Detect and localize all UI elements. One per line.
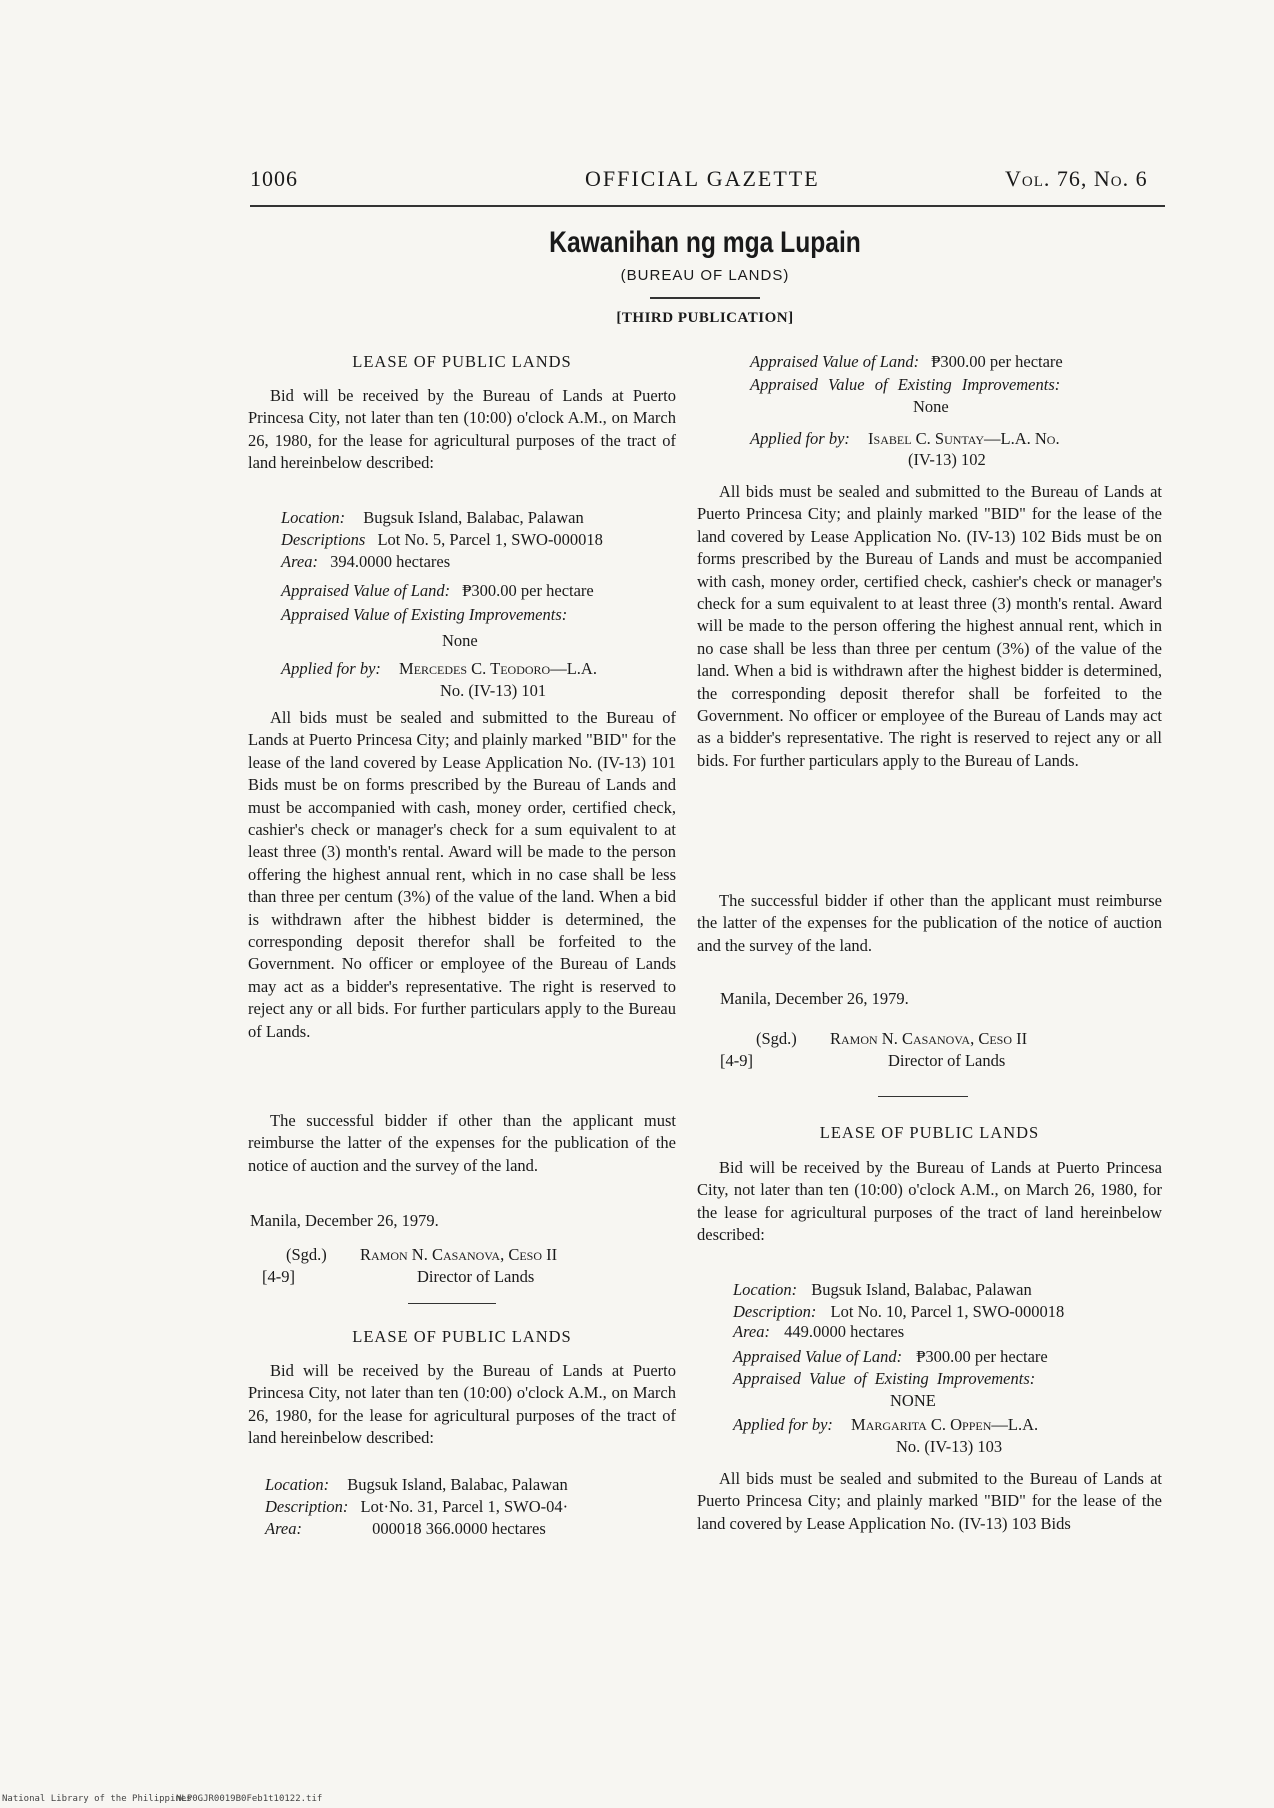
page-number: 1006 bbox=[250, 166, 298, 191]
notice3-intro: Bid will be received by the Bureau of Lands at Puerto Princesa City, not later than ten (10:00) o'clock A.M., on March 26, 1980, for the lease for agricultural purposes of the tract of land hereinbelow described: bbox=[697, 1158, 1162, 1245]
notice2-code: [4-9] bbox=[720, 1051, 753, 1070]
notice2-divider bbox=[878, 1096, 968, 1097]
notice1-land-value-amount: ₱300.00 per hectare bbox=[462, 581, 594, 600]
notice3-description-label: Description: bbox=[733, 1302, 817, 1321]
notice1-description-label: Descriptions bbox=[281, 530, 366, 549]
notice1-application-no: No. (IV-13) 101 bbox=[440, 681, 547, 700]
notice3-area-value: 449.0000 hectares bbox=[784, 1322, 905, 1341]
notice2-area bbox=[265, 1518, 546, 1540]
notice1-improvements-value: None bbox=[442, 631, 478, 650]
notice2-application-no: (IV-13) 102 bbox=[908, 450, 986, 469]
notice1-signatory: Ramon N. Casanova, Ceso II bbox=[360, 1245, 558, 1264]
notice2-reimburse: The successful bidder if other than the applicant must reimburse the latter of the expenses for the publication of the notice of auction and the survey of the land. bbox=[697, 891, 1162, 955]
publication-note: [THIRD PUBLICATION] bbox=[616, 310, 794, 326]
notice1-applied bbox=[281, 658, 597, 680]
notice2-description-value: Lot·No. 31, Parcel 1, SWO-04· bbox=[360, 1497, 569, 1516]
agency-title: Kawanihan ng mga Lupain bbox=[549, 226, 861, 259]
footer-library: National Library of the Philippines bbox=[2, 1794, 192, 1804]
notice3-applied-label: Applied for by: bbox=[733, 1415, 833, 1434]
notice2-heading: LEASE OF PUBLIC LANDS bbox=[352, 1327, 572, 1346]
notice1-body: All bids must be sealed and submitted to the Bureau of Lands at Puerto Princesa City; and plainly marked "BID" for the lease of the land covered by Lease Application No. (IV-13) 101 Bids must be on forms prescribed by the Bureau of Lands and must be accompanied with cash, money order, certified check, cashier's check or manager's check for a sum equivalent to at least three (3) month's rental. Award will be made to the person offering the highest annual rent, which in no case shall be less than three per centum (3%) of the value of the land. When a bid is withdrawn after the hibhest bidder is determined, the corresponding deposit therefor shall be forfeited to the Government. No officer or employee of the Bureau of Lands may act as a bidder's representative. The right is reserved to reject any or all bids. For further particulars apply to the Bureau of Lands. bbox=[248, 708, 676, 1041]
notice1-signatory-title: Director of Lands bbox=[417, 1267, 535, 1286]
notice1-sgd: (Sgd.) bbox=[286, 1245, 327, 1264]
notice3-improvements-label: Appraised Value of Existing Improvements: bbox=[733, 1369, 1036, 1388]
notice2-land-value-amount: ₱300.00 per hectare bbox=[931, 352, 1063, 371]
notice2-location bbox=[265, 1474, 568, 1496]
notice3-location-label: Location: bbox=[733, 1280, 798, 1299]
notice2-land-value-label: Appraised Value of Land: bbox=[750, 352, 920, 371]
agency-subtitle: (BUREAU OF LANDS) bbox=[620, 267, 790, 284]
header-rule bbox=[250, 205, 1165, 207]
publication-title: OFFICIAL GAZETTE bbox=[585, 166, 820, 191]
notice1-location-label: Location: bbox=[281, 508, 346, 527]
notice2-improvements-value: None bbox=[913, 397, 949, 416]
notice1-divider bbox=[408, 1303, 496, 1304]
notice3-location bbox=[733, 1279, 1032, 1301]
notice1-location-value: Bugsuk Island, Balabac, Palawan bbox=[363, 508, 584, 527]
notice3-land-value-label: Appraised Value of Land: bbox=[733, 1347, 903, 1366]
notice2-body: All bids must be sealed and submitted to the Bureau of Lands at Puerto Princesa City; and plainly marked "BID" for the lease of the land covered by Lease Application No. (IV-13) 102 Bids must be on forms prescribed by the Bureau of Lands and must be accompanied with cash, money order, certified check, cashier's check or manager's check for a sum equivalent to at least three (3) month's rental. Award will be made to the person offering the highest annual rent, which in no case shall be less than three per centum (3%) of the value of the land. When a bid is withdrawn after the highest bidder is determined, the corresponding deposit therefor shall be forfeited to the Government. No officer or employee of the Bureau of Lands may act as a bidder's representative. The right is reserved to reject any or all bids. For further particulars apply to the Bureau of Lands. bbox=[697, 482, 1162, 770]
notice3-applicant: Margarita C. Oppen—L.A. bbox=[851, 1415, 1039, 1434]
notice1-description-value: Lot No. 5, Parcel 1, SWO-000018 bbox=[377, 530, 603, 549]
notice3-land-value-amount: ₱300.00 per hectare bbox=[916, 1347, 1048, 1366]
notice3-land-value bbox=[733, 1346, 1048, 1368]
notice1-land-value bbox=[281, 580, 594, 602]
notice3-description-value: Lot No. 10, Parcel 1, SWO-000018 bbox=[830, 1302, 1065, 1321]
notice2-signatory: Ramon N. Casanova, Ceso II bbox=[830, 1029, 1028, 1048]
notice2-area-value: 000018 366.0000 hectares bbox=[372, 1519, 546, 1538]
notice3-body: All bids must be sealed and submited to the Bureau of Lands at Puerto Princesa City; and plainly marked "BID" for the lease of the land covered by Lease Application No. (IV-13) 103 Bids bbox=[697, 1469, 1162, 1533]
notice2-description-label: Description: bbox=[265, 1497, 349, 1516]
notice1-area bbox=[281, 551, 450, 573]
notice2-location-value: Bugsuk Island, Balabac, Palawan bbox=[347, 1475, 568, 1494]
agency-rule bbox=[650, 297, 760, 299]
notice1-code: [4-9] bbox=[262, 1267, 295, 1286]
notice1-area-value: 394.0000 hectares bbox=[330, 552, 451, 571]
volume-number: Vol. 76, No. 6 bbox=[1005, 166, 1148, 191]
notice1-improvements-label: Appraised Value of Existing Improvements: bbox=[281, 605, 568, 624]
notice2-location-label: Location: bbox=[265, 1475, 330, 1494]
notice2-dateline: Manila, December 26, 1979. bbox=[720, 989, 909, 1008]
notice2-signatory-title: Director of Lands bbox=[888, 1051, 1006, 1070]
notice2-area-label: Area: bbox=[265, 1519, 302, 1538]
notice3-heading: LEASE OF PUBLIC LANDS bbox=[819, 1123, 1040, 1142]
notice3-area-label: Area: bbox=[733, 1322, 770, 1341]
notice1-land-value-label: Appraised Value of Land: bbox=[281, 581, 451, 600]
notice3-description bbox=[733, 1301, 1064, 1323]
notice1-dateline: Manila, December 26, 1979. bbox=[250, 1211, 439, 1230]
notice2-applicant: Isabel C. Suntay—L.A. No. bbox=[868, 429, 1060, 448]
notice2-improvements-label: Appraised Value of Existing Improvements: bbox=[750, 375, 1061, 394]
notice1-applicant: Mercedes C. Teodoro—L.A. bbox=[399, 659, 597, 678]
notice3-area bbox=[733, 1321, 904, 1343]
notice1-applied-label: Applied for by: bbox=[281, 659, 381, 678]
notice2-description bbox=[265, 1496, 568, 1518]
notice1-reimburse: The successful bidder if other than the applicant must reimburse the latter of the expenses for the publication of the notice of auction and the survey of the land. bbox=[248, 1111, 676, 1175]
notice3-improvements-value: NONE bbox=[890, 1391, 936, 1410]
notice2-land-value bbox=[750, 351, 1063, 373]
notice2-intro: Bid will be received by the Bureau of Lands at Puerto Princesa City, not later than ten (10:00) o'clock A.M., on March 26, 1980, for the lease for agricultural purposes of the tract of land hereinbelow described: bbox=[248, 1361, 676, 1448]
notice2-sgd: (Sgd.) bbox=[756, 1029, 797, 1048]
notice2-applied bbox=[750, 428, 1060, 450]
notice1-heading: LEASE OF PUBLIC LANDS bbox=[352, 352, 572, 371]
notice3-applied bbox=[733, 1414, 1038, 1436]
notice1-area-label: Area: bbox=[281, 552, 318, 571]
notice3-location-value: Bugsuk Island, Balabac, Palawan bbox=[811, 1280, 1032, 1299]
notice1-intro: Bid will be received by the Bureau of Lands at Puerto Princesa City, not later than ten (10:00) o'clock A.M., on March 26, 1980, for the lease for agricultural purposes of the tract of land hereinbelow described: bbox=[248, 386, 676, 473]
notice1-location bbox=[281, 507, 584, 529]
notice1-description bbox=[281, 529, 603, 551]
footer-file: NLP0GJR0019B0Feb1t10122.tif bbox=[176, 1794, 323, 1804]
notice2-applied-label: Applied for by: bbox=[750, 429, 850, 448]
notice3-application-no: No. (IV-13) 103 bbox=[896, 1437, 1003, 1456]
